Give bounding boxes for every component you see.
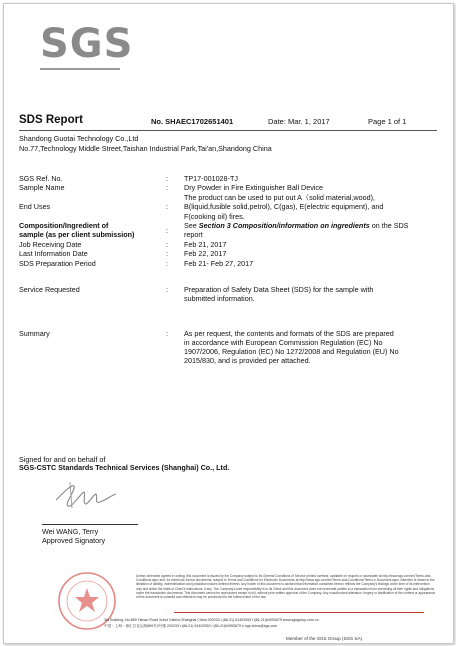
uses-label: End Uses [19,202,51,211]
colon: : [166,285,168,294]
report-number: No. SHAEC1702651401 [151,117,234,126]
prep-period-value: Feb 21- Feb 27, 2017 [184,259,254,268]
signatory-name: Wei WANG, Terry [42,527,99,536]
composition-label-1: Composition/Ingredient of [19,221,109,230]
summary-line-3: 1907/2006, Regulation (EC) No 1272/2008 and Regulation (EU) No [184,347,399,356]
signatory-role: Approved Signatory [42,536,106,545]
colon: : [166,183,168,192]
summary-line-1: As per request, the contents and formats of the SDS are prepared [184,329,394,338]
service-label: Service Requested [19,285,80,294]
sgs-group-member: Member of the SGS Group (SGS SA) [286,636,363,641]
signing-organization: SGS-CSTC Standards Technical Services (Shanghai) Co., Ltd. [19,463,230,472]
uses-line-2: B(liquid,fusible solid,petrol), C(gas), E(electric equipment), and [184,202,384,211]
sgs-logo: SGS [40,21,134,67]
document-page [3,3,454,644]
composition-label-2: sample (as per client submission) [19,230,135,239]
colon: : [166,226,168,235]
footer-red-line [174,612,424,613]
signature-image [50,474,130,514]
summary-line-4: 2015/830, and is provided per attached. [184,356,311,365]
colon: : [166,202,168,211]
service-line-2: submitted information. [184,294,255,303]
summary-line-2: in accordance with European Commission Regulation (EC) No [184,338,383,347]
seal-star [75,588,99,612]
header-divider [19,130,437,131]
company-address: No.77,Technology Middle Street,Taishan Industrial Park,Tai'an,Shandong China [19,144,272,153]
composition-value [184,221,408,230]
colon: : [166,259,168,268]
composition-line-2: report [184,230,203,239]
logo-underline [40,68,120,70]
sample-label: Sample Name [19,183,65,192]
signature-line [42,524,138,525]
uses-line-1: The product can be used to put out A（solid material,wood), [184,193,375,202]
ref-value: TP17-001028-TJ [184,174,238,183]
job-value: Feb 21, 2017 [184,240,227,249]
composition-section: Section 3 Composition/information on ingredients [198,221,370,230]
last-info-value: Feb 22, 2017 [184,249,227,258]
footer-address-en: 3rd Building, No.889 Yishan Road Xuhui District,Shanghai China 200233 t (86-21) 61402553 f (86-21)64953679 www.sgsgroup.com.cn [104,618,319,622]
sample-value: Dry Powder in Fire Extinguisher Ball Device [184,183,324,192]
ref-label: SGS Ref. No. [19,174,63,183]
colon: : [166,174,168,183]
signature-stroke [56,486,116,507]
company-name: Shandong Guotai Technology Co.,Ltd [19,134,139,143]
page-number: Page 1 of 1 [368,117,407,126]
uses-line-3: F(cooking oil) fires. [184,212,245,221]
report-date: Date: Mar. 1, 2017 [268,117,330,126]
report-title: SDS Report [19,114,83,126]
prep-period-label: SDS Preparation Period [19,259,96,268]
colon: : [166,249,168,258]
composition-see: See [184,221,199,230]
summary-label: Summary [19,329,50,338]
composition-rest: on the SDS [369,221,409,230]
last-info-label: Last Information Date [19,249,88,258]
colon: : [166,329,168,338]
colon: : [166,240,168,249]
job-label: Job Receiving Date [19,240,82,249]
footer-address-cn: 中国・上海・徐汇区宜山路889号3号楼 200233 t (86-21) 61402553 f (86-21)64953679 e sgs.china@sgs.com [104,624,278,628]
footer-disclaimer: Unless otherwise agreed in writing, this document is issued by the Company subject to its General Conditions of Service printed overleaf, available on request or accessible at http://www.sgs.com/en/Terms-and-Conditions.aspx and, for electronic format documents, subject to Terms and Conditions for Electronic Documents at http://www.sgs.com/en/Terms-and-Conditions/Terms-e-Document.aspx. Attention is drawn to the limitation of liability, indemnification and jurisdiction issues defined therein. Any holder of this document is advised that information contained hereon reflects the Company's findings at the time of its intervention only and within the limits of Client's instructions, if any. The Company's sole responsibility is to its Client and this document does not exonerate parties to a transaction from exercising all their rights and obligations under the transaction documents. This document cannot be reproduced except in full, without prior written approval of the Company. Any unauthorized alteration, forgery or falsification of the content or appearance of this document is unlawful and offenders may be prosecuted to the fullest extent of the law. [136,574,436,600]
service-line-1: Preparation of Safety Data Sheet (SDS) for the sample with [184,285,374,294]
signed-for: Signed for and on behalf of [19,455,106,464]
